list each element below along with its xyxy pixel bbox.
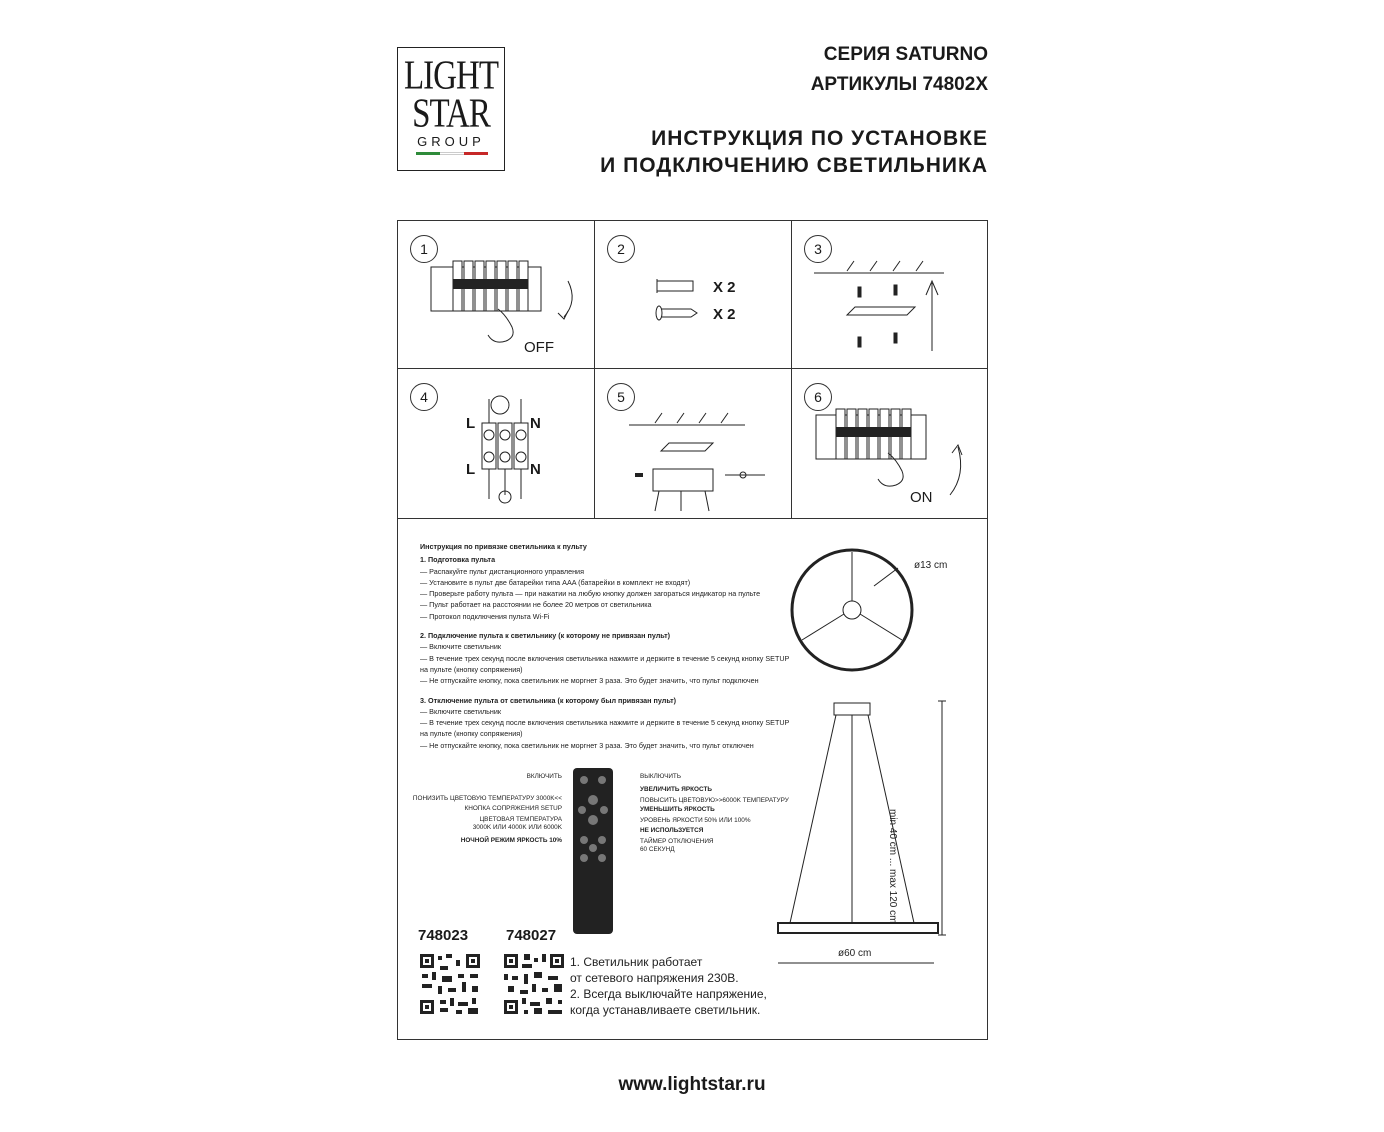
step-number: 6 <box>804 383 832 411</box>
note-line: 1. Светильник работает <box>570 955 703 969</box>
neutral-label-top: N <box>530 415 541 432</box>
instruction-sheet <box>397 220 988 1040</box>
safety-notes <box>570 954 767 1018</box>
logo-line-2: STAR <box>412 91 490 137</box>
remote-label-temp: ЦВЕТОВАЯ ТЕМПЕРАТУРА <box>479 816 562 823</box>
article-numbers: АРТИКУЛЫ 74802X <box>810 74 988 95</box>
section-2-heading: 2. Подключение пульта к светильнику (к которому не привязан пульт) <box>420 631 670 641</box>
step-5-panel <box>595 369 792 519</box>
section-3-heading: 3. Отключение пульта от светильника (к которому был привязан пульт) <box>420 695 677 705</box>
breaker-panel-on-illustration <box>792 369 988 519</box>
step-number: 3 <box>804 235 832 263</box>
remote-label-timer: ТАЙМЕР ОТКЛЮЧЕНИЯ <box>640 838 714 845</box>
product-code-748023: 748023 <box>418 927 469 944</box>
canopy-diameter: ø13 cm <box>914 560 948 571</box>
remote-label-night: НОЧНОЙ РЕЖИМ ЯРКОСТЬ 10% <box>460 837 562 844</box>
section-3-item: — Включите светильник <box>420 706 502 716</box>
qr-code-748027 <box>502 952 566 1016</box>
remote-label-level: УРОВЕНЬ ЯРКОСТИ 50% ИЛИ 100% <box>640 817 751 824</box>
remote-pairing-instructions <box>420 541 790 751</box>
step-6-panel <box>792 369 988 519</box>
note-line: когда устанавливаете светильник. <box>570 1003 761 1017</box>
step-number: 5 <box>607 383 635 411</box>
anchor-and-screw-illustration <box>595 221 792 369</box>
screw-quantity: X 2 <box>713 306 736 323</box>
mount-bracket-illustration <box>792 221 988 369</box>
section-1-item: — Установите в пульт две батарейки типа AAA (батарейки в комплект не входят) <box>420 577 691 587</box>
section-3-item: — В течение трех секунд после включения светильника нажмите и держите в течение 5 секунд кнопку SETUP на пульте (кнопку сопряжения) <box>420 718 790 739</box>
remote-label-dimmer: УМЕНЬШИТЬ ЯРКОСТЬ <box>640 806 715 813</box>
remote-label-unused: НЕ ИСПОЛЬЗУЕТСЯ <box>640 827 704 834</box>
series-title: СЕРИЯ SATURNO <box>823 44 988 65</box>
remote-label-off: ВЫКЛЮЧИТЬ <box>640 773 682 780</box>
remote-label-timer-seconds: 60 СЕКУНД <box>640 846 675 853</box>
live-label-top: L <box>466 415 476 432</box>
step-2-panel <box>595 221 792 369</box>
step-number: 1 <box>410 235 438 263</box>
section-1-item: — Распакуйте пульт дистанционного управления <box>420 566 584 576</box>
logo-line-1: LIGHT <box>404 53 498 99</box>
off-label: OFF <box>524 339 554 356</box>
note-line: 2. Всегда выключайте напряжение, <box>570 987 767 1001</box>
height-range: min 40 cm ... max 120 cm <box>887 809 898 924</box>
qr-code-748023 <box>418 952 482 1016</box>
wiring-terminal-diagram <box>398 369 595 519</box>
section-1-item: — Протокол подключения пульта Wi-Fi <box>420 611 550 621</box>
section-2-item: — Не отпускайте кнопку, пока светильник не моргнет 3 раза. Это будет значить, что пульт подключен <box>420 676 759 686</box>
remote-control-illustration <box>570 766 618 936</box>
doc-title-line-1: ИНСТРУКЦИЯ ПО УСТАНОВКЕ <box>651 127 988 150</box>
remote-label-cooler: ПОНИЗИТЬ ЦВЕТОВУЮ ТЕМПЕРАТУРУ 3000K<< <box>412 795 562 802</box>
remote-label-brighter: УВЕЛИЧИТЬ ЯРКОСТЬ <box>640 786 712 793</box>
section-2-item: — Включите светильник <box>420 642 502 652</box>
brand-logo <box>397 47 505 171</box>
live-label-bottom: L <box>466 461 476 478</box>
breaker-panel-off-illustration <box>398 221 595 369</box>
section-1-heading: 1. Подготовка пульта <box>420 555 496 565</box>
logo-line-3: GROUP <box>417 134 485 149</box>
step-4-panel <box>398 369 595 519</box>
fixture-side-view-drawing <box>774 699 950 941</box>
on-label: ON <box>910 489 933 506</box>
fixture-top-view-drawing <box>788 546 918 676</box>
step-3-panel <box>792 221 988 369</box>
canopy-attach-illustration <box>595 369 792 519</box>
fixture-diameter: ø60 cm <box>838 948 872 959</box>
section-1-item: — Проверьте работу пульта — при нажатии на любую кнопку должен загораться индикатор на пульте <box>420 589 761 599</box>
section-1-item: — Пульт работает на расстоянии не более 20 метров от светильника <box>420 600 652 610</box>
section-2-item: — В течение трех секунд после включения светильника нажмите и держите в течение 5 секунд кнопку SETUP на пульте (кнопку сопряжения) <box>420 653 790 674</box>
neutral-label-bottom: N <box>530 461 541 478</box>
remote-label-on: ВКЛЮЧИТЬ <box>526 773 562 780</box>
step-number: 2 <box>607 235 635 263</box>
instructions-title: Инструкция по привязке светильника к пульту <box>420 542 587 551</box>
step-1-panel <box>398 221 595 369</box>
step-number: 4 <box>410 383 438 411</box>
anchor-quantity: X 2 <box>713 279 736 296</box>
product-code-748027: 748027 <box>506 927 557 944</box>
doc-title-line-2: И ПОДКЛЮЧЕНИЮ СВЕТИЛЬНИКА <box>600 154 988 177</box>
section-3-item: — Не отпускайте кнопку, пока светильник не моргнет 3 раза. Это будет значить, что пульт отключен <box>420 740 754 750</box>
remote-label-setup: КНОПКА СОПРЯЖЕНИЯ SETUP <box>464 805 562 812</box>
remote-label-warmer: ПОВЫСИТЬ ЦВЕТОВУЮ>>6000K ТЕМПЕРАТУРУ <box>640 797 789 804</box>
remote-label-temp-values: 3000K ИЛИ 4000K ИЛИ 6000K <box>472 824 562 831</box>
italian-flag-stripe <box>416 152 488 155</box>
website-link[interactable]: www.lightstar.ru <box>618 1074 766 1095</box>
diameter-dimension-line <box>776 959 938 967</box>
note-line: от сетевого напряжения 230В. <box>570 971 739 985</box>
